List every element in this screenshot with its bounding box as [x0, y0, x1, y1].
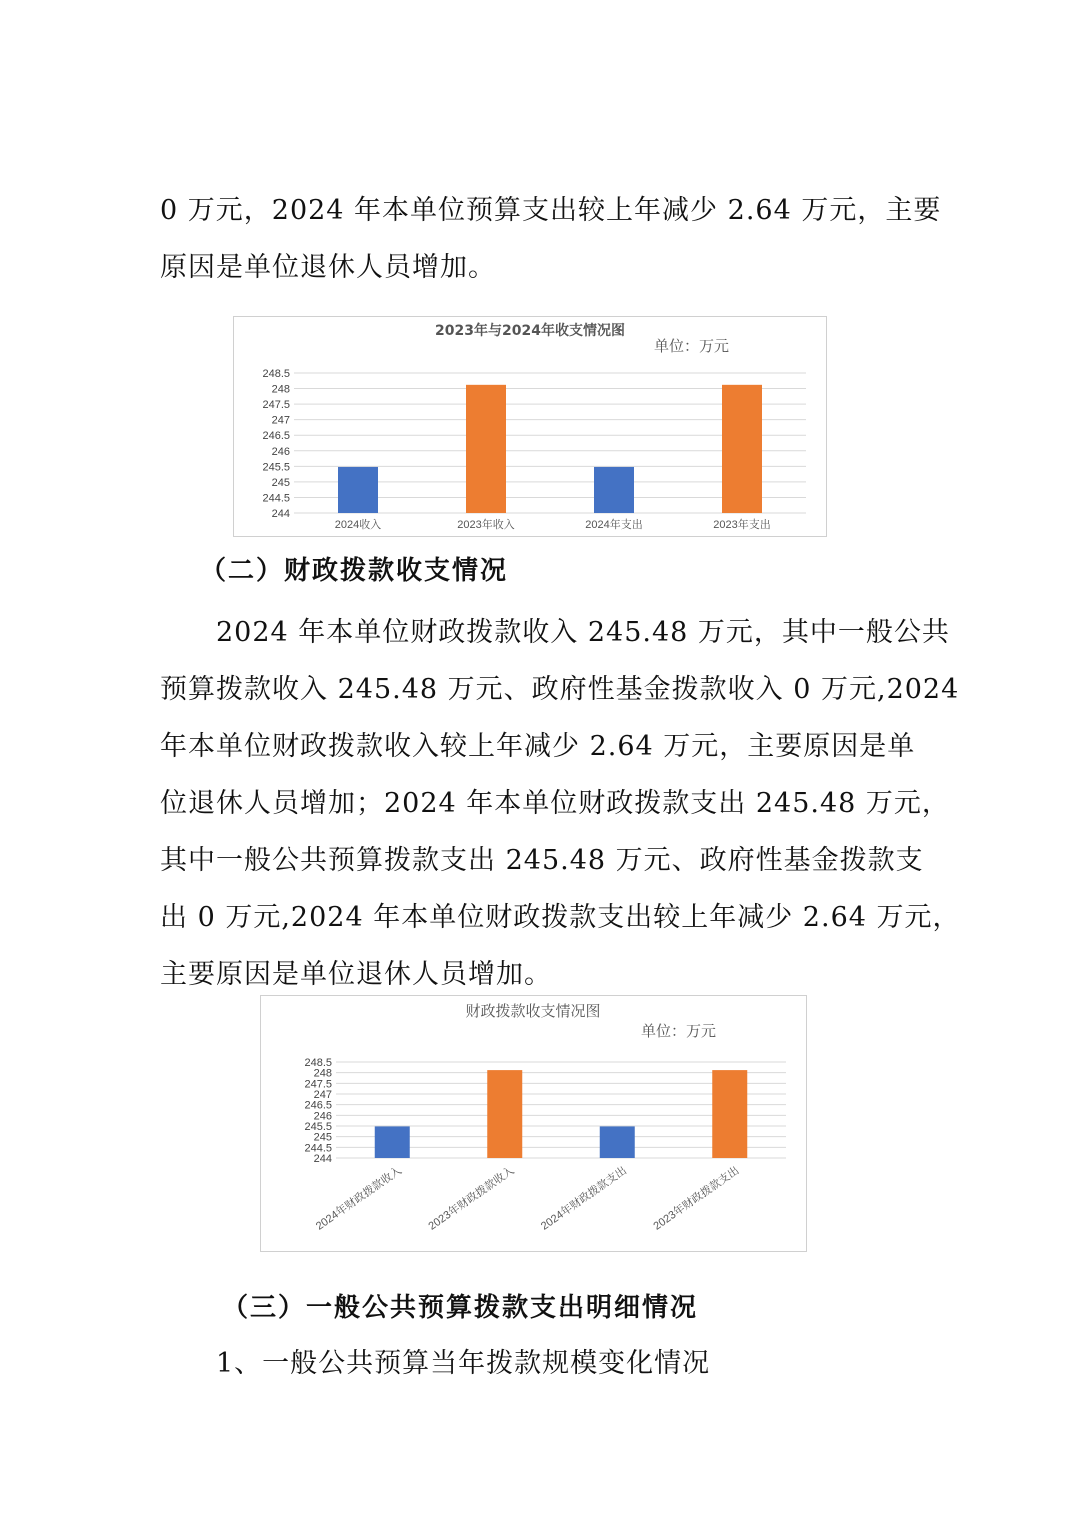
y-tick-label: 247	[271, 414, 290, 427]
x-category-label: 2023年收入	[457, 519, 515, 531]
text-line: 预算拨款收入 245.48 万元、政府性基金拨款收入 0 万元,2024	[160, 674, 960, 705]
x-category-label: 2024年财政拨款收入	[313, 1164, 404, 1233]
chart-title: 2023年与2024年收支情况图	[435, 323, 625, 339]
y-tick-label: 248	[271, 383, 290, 396]
bar	[466, 385, 506, 513]
y-tick-label: 244	[313, 1153, 332, 1165]
y-tick-label: 246.5	[304, 1099, 332, 1112]
y-tick-label: 247	[313, 1089, 332, 1101]
x-category-label: 2024年支出	[585, 519, 643, 531]
y-tick-label: 245	[271, 476, 290, 489]
income-expenditure-chart	[233, 316, 827, 537]
chart-unit-label: 单位：万元	[654, 337, 730, 355]
y-tick-label: 245	[313, 1131, 332, 1144]
fiscal-appropriation-chart	[260, 995, 807, 1252]
subheading-appropriation-scale	[160, 1335, 930, 1392]
x-category-label: 2023年财政拨款支出	[651, 1164, 742, 1233]
paragraph-fiscal-appropriation	[160, 604, 961, 1003]
chart-2-svg	[261, 996, 806, 1251]
y-tick-label: 247.5	[304, 1078, 332, 1091]
y-tick-label: 248	[313, 1067, 332, 1080]
text-line: 其中一般公共预算拨款支出 245.48 万元、政府性基金拨款支	[160, 845, 924, 876]
bar	[375, 1126, 410, 1158]
y-tick-label: 245.5	[262, 461, 290, 474]
text-line: 原因是单位退休人员增加。	[160, 252, 496, 283]
y-tick-label: 246.5	[262, 430, 290, 443]
x-category-label: 2023年财政拨款收入	[426, 1164, 517, 1233]
chart-unit-label: 单位：万元	[641, 1022, 717, 1040]
x-category-label: 2024年财政拨款支出	[538, 1164, 629, 1233]
bar	[722, 385, 762, 513]
bar	[600, 1126, 635, 1158]
text-line: 出 0 万元,2024 年本单位财政拨款支出较上年减少 2.64 万元，	[160, 902, 961, 933]
chart-1-svg	[234, 317, 826, 536]
text-line: 0 万元，2024 年本单位预算支出较上年减少 2.64 万元，主要	[160, 195, 942, 226]
y-tick-label: 246	[313, 1110, 332, 1123]
y-tick-label: 244.5	[262, 492, 290, 505]
section-heading-fiscal-appropriation: （二）财政拨款收支情况	[200, 556, 509, 586]
y-tick-label: 248.5	[304, 1057, 332, 1069]
bar	[712, 1070, 747, 1158]
y-tick-label: 247.5	[262, 399, 290, 412]
section-heading-general-budget-detail: （三）一般公共预算拨款支出明细情况	[222, 1293, 699, 1323]
text-line: 2024 年本单位财政拨款收入 245.48 万元，其中一般公共	[216, 617, 950, 648]
y-tick-label: 244	[271, 508, 290, 520]
y-tick-label: 246	[271, 445, 290, 458]
x-category-label: 2023年支出	[713, 519, 771, 531]
text-line: 年本单位财政拨款收入较上年减少 2.64 万元，主要原因是单	[160, 731, 916, 762]
bar	[594, 467, 634, 513]
text-line: 1、一般公共预算当年拨款规模变化情况	[216, 1348, 711, 1379]
chart-title: 财政拨款收支情况图	[465, 1002, 601, 1020]
text-line: 位退休人员增加；2024 年本单位财政拨款支出 245.48 万元，	[160, 788, 950, 819]
text-line: 主要原因是单位退休人员增加。	[160, 959, 552, 990]
y-tick-label: 245.5	[304, 1121, 332, 1133]
x-category-label: 2024收入	[334, 519, 382, 531]
bar	[338, 467, 378, 513]
y-tick-label: 244.5	[304, 1142, 332, 1155]
paragraph-budget-expenditure	[160, 182, 942, 296]
bar	[487, 1070, 522, 1158]
y-tick-label: 248.5	[262, 368, 290, 380]
